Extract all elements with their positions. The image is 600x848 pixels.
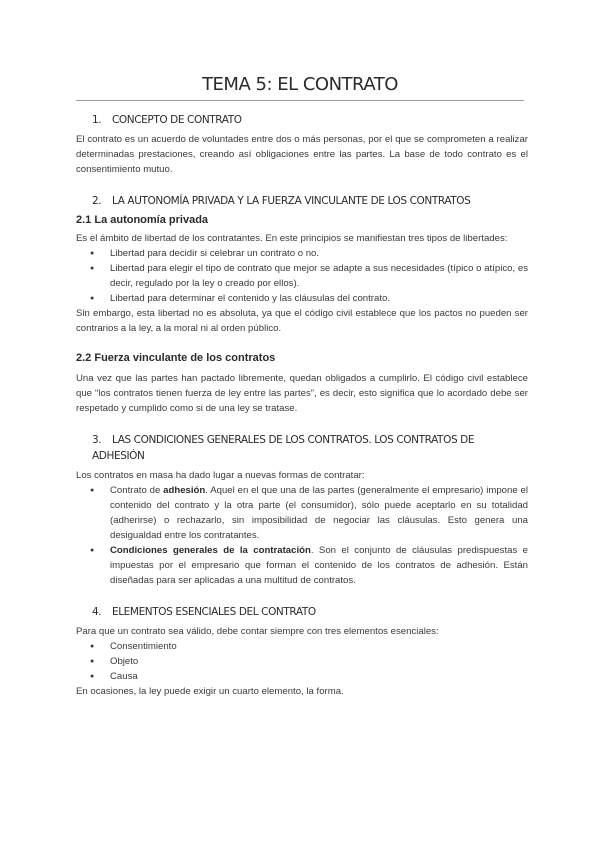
liberties-list xyxy=(76,246,528,306)
list-item: ● Causa xyxy=(110,669,528,684)
list-item: ● Objeto xyxy=(110,654,528,669)
bullet-text: . Son el conjunto de cláusulas predispuestas e impuestas por el empresario que forman el contenido de los contratos de adhesión. Están diseñadas para ser aplicadas a una multitud de contratos. xyxy=(110,545,528,586)
document-body xyxy=(76,112,528,699)
section-title: CONCEPTO DE CONTRATO xyxy=(112,114,242,126)
section-title: LAS CONDICIONES GENERALES DE LOS CONTRATOS. LOS CONTRATOS DE ADHESIÓN xyxy=(92,434,475,462)
subsection-2-1-heading: 2.1 La autonomía privada xyxy=(76,214,209,226)
list-item xyxy=(110,483,528,543)
bullet-term: adhesión xyxy=(163,485,206,496)
section-2-2-paragraph: Una vez que las partes han pactado libremente, quedan obligados a cumplirlo. El código civil establece que “los contratos tienen fuerza de ley entre las partes”, es decir, esto significa que lo acordado debe ser respetado y cumplido como si de una ley se tratase. xyxy=(76,373,528,414)
section-4-paragraph: Para que un contrato sea válido, debe contar siempre con tres elementos esenciales: xyxy=(76,626,439,637)
section-4-heading xyxy=(92,604,528,620)
section-number: 4. xyxy=(92,606,102,618)
subsection-2-2-heading: 2.2 Fuerza vinculante de los contratos xyxy=(76,352,276,364)
document-title: TEMA 5: EL CONTRATO xyxy=(202,74,398,95)
section-3-heading xyxy=(92,432,528,464)
list-item: ● Libertad para elegir el tipo de contrato que mejor se adapte a sus necesidades (típico o atípico, es decir, regulado por la ley o creado por ellos). xyxy=(110,261,528,291)
list-item: ● Consentimiento xyxy=(110,639,528,654)
section-2-1-closing-paragraph: Sin embargo, esta libertad no es absoluta, ya que el código civil establece que los pactos no pueden ser contrarios a la ley, a la moral ni al orden público. xyxy=(76,308,528,334)
section-3-paragraph: Los contratos en masa ha dado lugar a nuevas formas de contratar: xyxy=(76,470,365,481)
bullet-text: . Aquel en el que una de las partes (generalmente el empresario) impone el contenido del contrato y la otra parte (el consumidor), sólo puede aceptarlo en su totalidad (adherirse) o rechazarlo, sin imposibilidad de negociar las cláusulas. Esto genera una desigualdad entre los contratantes. xyxy=(110,485,528,541)
section-title: ELEMENTOS ESENCIALES DEL CONTRATO xyxy=(112,606,316,618)
section-title: LA AUTONOMÍA PRIVADA Y LA FUERZA VINCULANTE DE LOS CONTRATOS xyxy=(112,195,471,207)
section-1-heading xyxy=(92,112,528,128)
section-2-1-paragraph: Es el ámbito de libertad de los contratantes. En este principios se manifiestan tres tipos de libertades: xyxy=(76,233,508,244)
section-number: 2. xyxy=(92,195,102,207)
list-item xyxy=(110,543,528,588)
bullet-text: Contrato de xyxy=(110,485,164,496)
section-2-heading xyxy=(92,193,528,209)
list-item: ● Libertad para decidir si celebrar un contrato o no. xyxy=(110,246,528,261)
section-1-paragraph: El contrato es un acuerdo de voluntades entre dos o más personas, por el que se comprometen a realizar determinadas prestaciones, creando así obligaciones entre las partes. La base de todo contrato es el consentimiento mutuo. xyxy=(76,134,528,175)
section-number: 3. xyxy=(92,434,102,446)
section-4-closing-paragraph: En ocasiones, la ley puede exigir un cuarto elemento, la forma. xyxy=(76,686,344,697)
title-divider xyxy=(76,100,524,101)
bullet-term: Condiciones generales de la contratación xyxy=(110,545,311,556)
list-item: ● Libertad para determinar el contenido y las cláusulas del contrato. xyxy=(110,291,528,306)
contract-types-list xyxy=(76,483,528,588)
section-number: 1. xyxy=(92,114,102,126)
essential-elements-list xyxy=(76,639,528,684)
